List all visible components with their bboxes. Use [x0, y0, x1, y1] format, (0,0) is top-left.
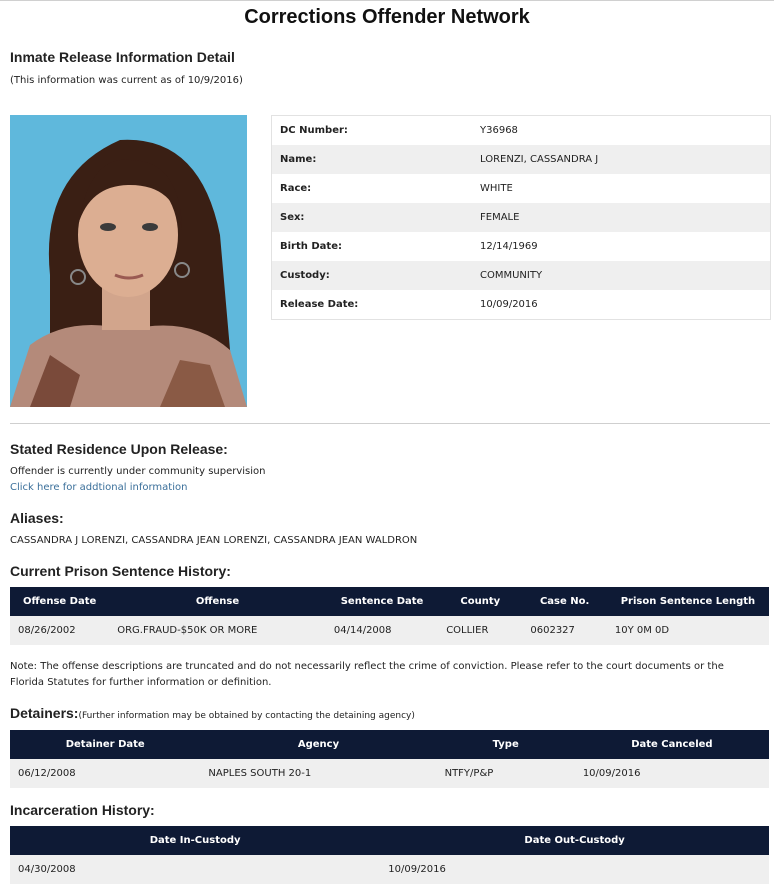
table-cell: 10Y 0M 0D — [607, 616, 769, 645]
sentence-table — [10, 587, 769, 645]
table-cell: NAPLES SOUTH 20-1 — [200, 759, 436, 788]
info-row — [272, 145, 770, 174]
incarceration-heading: Incarceration History: — [10, 802, 155, 818]
info-value: 12/14/1969 — [480, 241, 538, 252]
inmate-photo — [10, 115, 247, 407]
table-cell: 04/14/2008 — [326, 616, 438, 645]
info-value: LORENZI, CASSANDRA J — [480, 154, 599, 165]
aliases-heading: Aliases: — [10, 510, 64, 526]
page-subtitle: Inmate Release Information Detail — [10, 49, 235, 65]
info-value: WHITE — [480, 183, 513, 194]
info-label: Race: — [280, 183, 312, 194]
column-header: Offense Date — [10, 587, 109, 616]
incarceration-table — [10, 826, 769, 884]
column-header: Prison Sentence Length — [607, 587, 769, 616]
offense-note: Note: The offense descriptions are truncated and do not necessarily reflect the crime of conviction. Please refer to the court documents or the Florida Statutes for further information or definition. — [10, 661, 724, 688]
column-header: Type — [437, 730, 575, 759]
column-header: Sentence Date — [326, 587, 438, 616]
table-cell: ORG.FRAUD-$50K OR MORE — [109, 616, 326, 645]
detainers-heading: Detainers: — [10, 705, 79, 721]
table-cell: 08/26/2002 — [10, 616, 109, 645]
table-row — [10, 855, 769, 884]
table-cell: 0602327 — [522, 616, 606, 645]
info-label: Sex: — [280, 212, 305, 223]
info-value: 10/09/2016 — [480, 299, 538, 310]
info-label: Release Date: — [280, 299, 359, 310]
column-header: County — [438, 587, 522, 616]
residence-text: Offender is currently under community supervision — [10, 466, 266, 477]
column-header: Date In-Custody — [10, 826, 380, 855]
column-header: Agency — [200, 730, 436, 759]
info-row — [272, 116, 770, 145]
table-cell: 10/09/2016 — [380, 855, 769, 884]
info-label: DC Number: — [280, 125, 348, 136]
table-header-row — [10, 587, 769, 616]
table-row — [10, 759, 769, 788]
detainers-subheading: (Further information may be obtained by contacting the detaining agency) — [78, 711, 415, 721]
sentence-heading: Current Prison Sentence History: — [10, 563, 231, 579]
residence-heading: Stated Residence Upon Release: — [10, 441, 228, 457]
info-label: Custody: — [280, 270, 330, 281]
column-header: Detainer Date — [10, 730, 200, 759]
page-title: Corrections Offender Network — [244, 6, 530, 28]
current-as-of: (This information was current as of 10/9/2016) — [10, 75, 243, 86]
table-cell: NTFY/P&P — [437, 759, 575, 788]
info-row — [272, 174, 770, 203]
table-row — [10, 616, 769, 645]
info-value: COMMUNITY — [480, 270, 543, 281]
column-header: Offense — [109, 587, 326, 616]
table-header-row — [10, 826, 769, 855]
info-label: Birth Date: — [280, 241, 342, 252]
info-row — [272, 261, 770, 290]
table-cell: 06/12/2008 — [10, 759, 200, 788]
detainers-table — [10, 730, 769, 788]
inmate-info-table — [271, 115, 771, 320]
top-border — [0, 0, 774, 1]
additional-info-link[interactable]: Click here for addtional information — [10, 482, 188, 493]
info-value: Y36968 — [480, 125, 518, 136]
column-header: Date Canceled — [575, 730, 769, 759]
table-cell: COLLIER — [438, 616, 522, 645]
table-cell: 10/09/2016 — [575, 759, 769, 788]
info-row — [272, 232, 770, 261]
section-divider — [10, 423, 770, 424]
info-row — [272, 290, 770, 319]
detainers-heading-wrap — [10, 705, 415, 721]
aliases-text: CASSANDRA J LORENZI, CASSANDRA JEAN LORENZI, CASSANDRA JEAN WALDRON — [10, 535, 418, 546]
table-cell: 04/30/2008 — [10, 855, 380, 884]
info-label: Name: — [280, 154, 317, 165]
column-header: Case No. — [522, 587, 606, 616]
info-row — [272, 203, 770, 232]
table-header-row — [10, 730, 769, 759]
column-header: Date Out-Custody — [380, 826, 769, 855]
info-value: FEMALE — [480, 212, 520, 223]
